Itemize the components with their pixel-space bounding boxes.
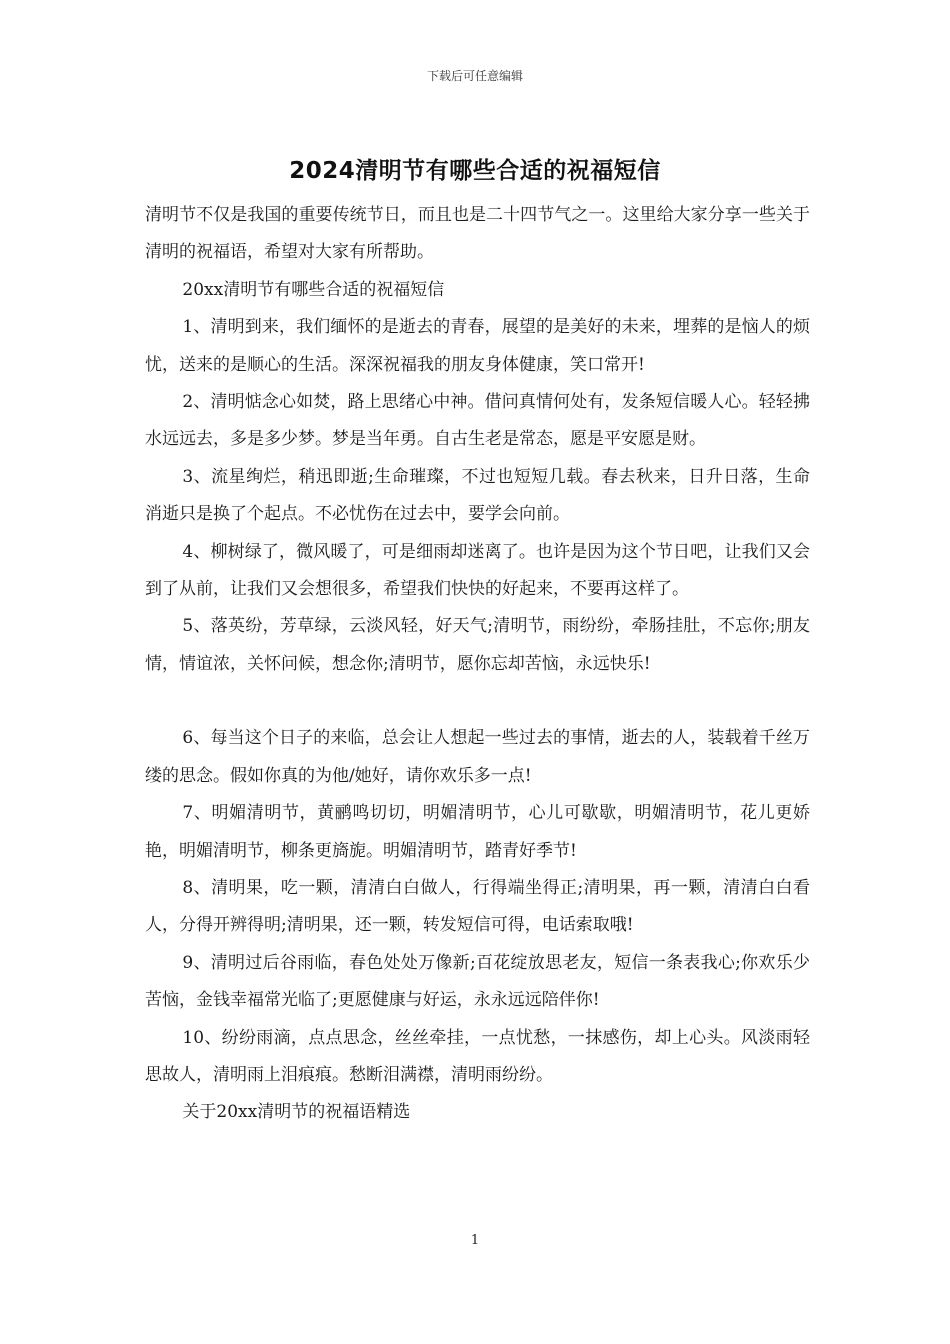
list-item: 2、清明惦念心如焚，路上思绪心中神。借问真情何处有，发条短信暖人心。轻轻拂水远远去，多是多少梦。梦是当年勇。自古生老是常态，愿是平安愿是财。 — [145, 392, 810, 450]
document-body — [145, 197, 810, 1132]
list-item: 8、清明果，吃一颗，清清白白做人，行得端坐得正;清明果，再一颗，清清白白看人，分得开辨得明;清明果，还一颗，转发短信可得，电话索取哦! — [145, 877, 810, 936]
header-note: 下载后可任意编辑 — [426, 69, 523, 83]
list-item: 1、清明到来，我们缅怀的是逝去的青春，展望的是美好的未来，埋葬的是恼人的烦忧，送来的是顺心的生活。深深祝福我的朋友身体健康，笑口常开! — [145, 317, 810, 375]
page-number: 1 — [470, 1233, 480, 1248]
section-heading: 20xx清明节有哪些合适的祝福短信 — [182, 279, 445, 300]
intro-paragraph: 清明节不仅是我国的重要传统节日，而且也是二十四节气之一。这里给大家分享一些关于清明的祝福语，希望对大家有所帮助。 — [145, 205, 810, 263]
list-item: 7、明媚清明节，黄鹂鸣切切，明媚清明节，心儿可歇歇，明媚清明节，花儿更娇艳，明媚清明节，柳条更旖旎。明媚清明节，踏青好季节! — [145, 803, 810, 861]
list-item: 10、纷纷雨滴，点点思念，丝丝牵挂，一点忧愁，一抹感伤，却上心头。风淡雨轻思故人，清明雨上泪痕痕。愁断泪满襟，清明雨纷纷。 — [145, 1027, 810, 1085]
section-heading: 关于20xx清明节的祝福语精选 — [182, 1102, 411, 1123]
list-item: 6、每当这个日子的来临，总会让人想起一些过去的事情，逝去的人，装载着千丝万缕的思念。假如你真的为他/她好，请你欢乐多一点! — [145, 728, 810, 786]
list-item: 3、流星绚烂，稍迅即逝;生命璀璨，不过也短短几载。春去秋来，日升日落，生命消逝只是换了个起点。不必忧伤在过去中，要学会向前。 — [145, 466, 810, 525]
list-item: 5、落英纷，芳草绿，云淡风轻，好天气;清明节，雨纷纷，牵肠挂肚，不忘你;朋友情，情谊浓，关怀问候，想念你;清明节，愿你忘却苦恼，永远快乐! — [145, 616, 810, 674]
document-title: 2024清明节有哪些合适的祝福短信 — [289, 158, 661, 184]
list-item: 4、柳树绿了，微风暖了，可是细雨却迷离了。也许是因为这个节日吧，让我们又会到了从前，让我们又会想很多，希望我们快快的好起来，不要再这样了。 — [145, 541, 810, 600]
list-item: 9、清明过后谷雨临，春色处处万像新;百花绽放思老友，短信一条表我心;你欢乐少苦恼，金钱幸福常光临了;更愿健康与好运，永永远远陪伴你! — [145, 952, 810, 1011]
